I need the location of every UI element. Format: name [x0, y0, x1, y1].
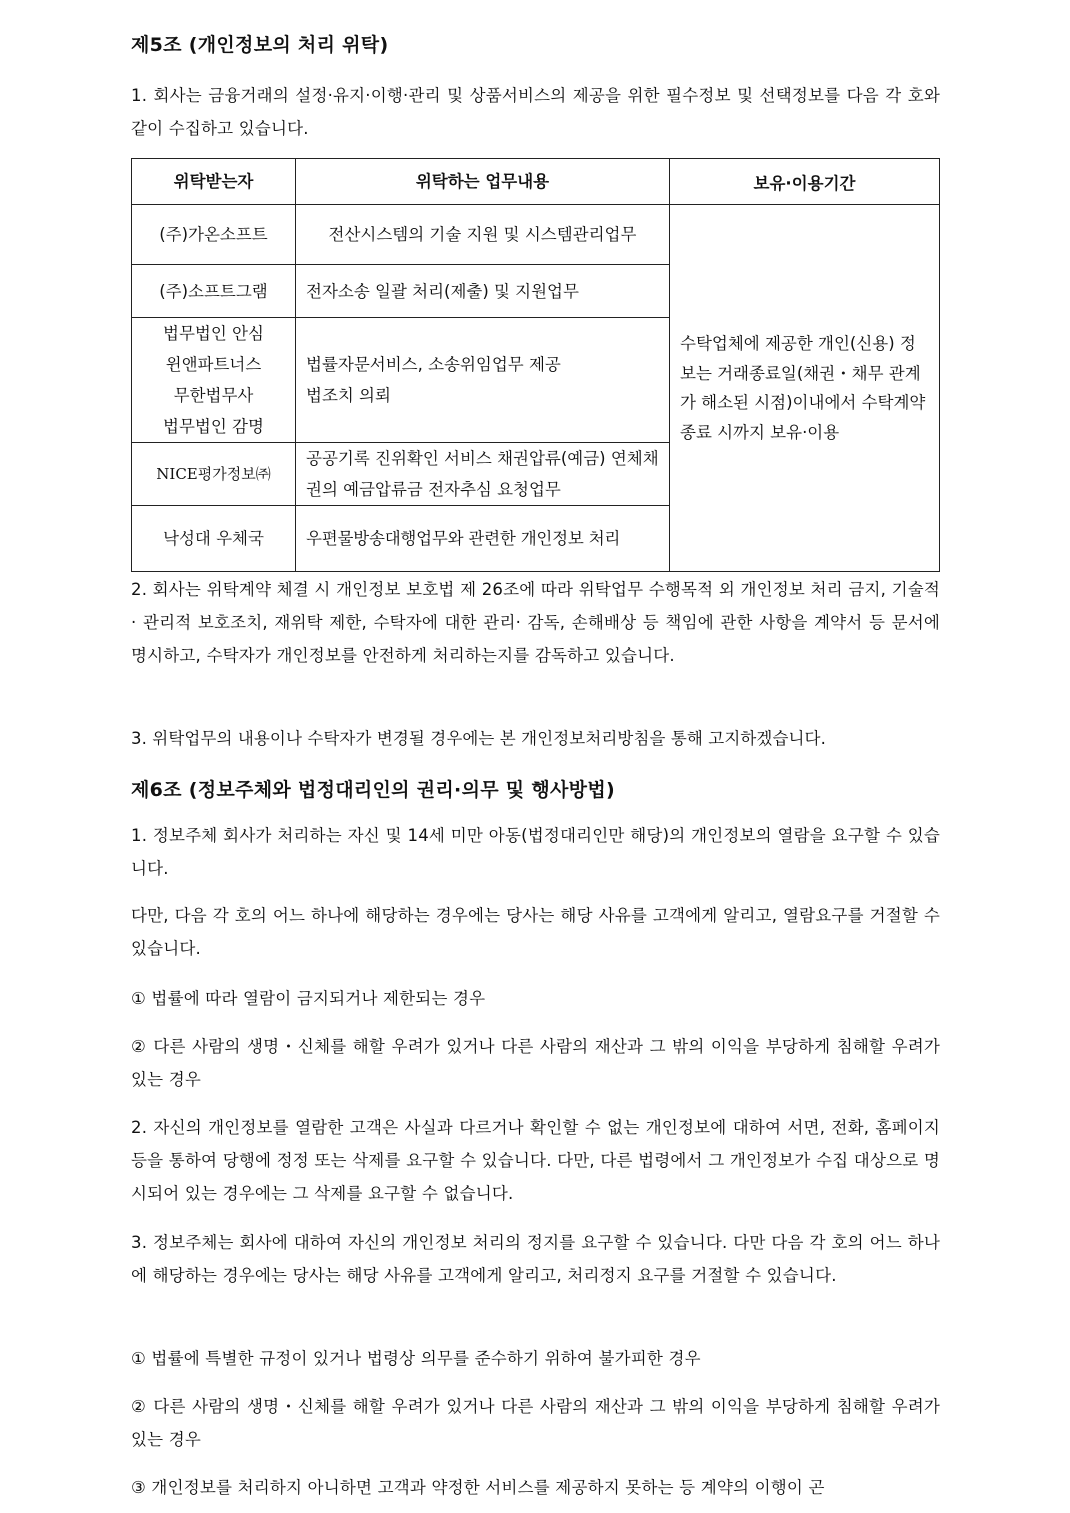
article6-item-3-2: ② 다른 사람의 생명・신체를 해할 우려가 있거나 다른 사람의 재산과 그 밖의 이익을 부당하게 침해할 우려가 있는 경우: [131, 1397, 940, 1449]
article6-paragraph-1: 1. 정보주체 회사가 처리하는 자신 및 14세 미만 아동(법정대리인만 해당)의 개인정보의 열람을 요구할 수 있습니다.: [131, 826, 940, 878]
article6-item-1-1: ① 법률에 따라 열람이 금지되거나 제한되는 경우: [131, 989, 486, 1008]
article6-paragraph-3: 3. 정보주체는 회사에 대하여 자신의 개인정보 처리의 정지를 요구할 수 있습니다. 다만 다음 각 호의 어느 하나에 해당하는 경우에는 당사는 해당 사유를 고객에게 알리고, 처리정지 요구를 거절할 수 있습니다.: [131, 1233, 940, 1285]
task-cell: 전자소송 일괄 처리(제출) 및 지원업무: [296, 265, 670, 318]
trustee-cell: 법무법인 안심 윈앤파트너스 무한법무사 법무법인 감명: [132, 318, 296, 443]
article6-paragraph-1b: 다만, 다음 각 호의 어느 하나에 해당하는 경우에는 당사는 해당 사유를 고객에게 알리고, 열람요구를 거절할 수 있습니다.: [131, 906, 940, 958]
table-header-row: [132, 159, 940, 205]
trustee-cell: NICE평가정보㈜: [132, 443, 296, 506]
consignment-table: [131, 158, 940, 572]
article6-item-3-3: ③ 개인정보를 처리하지 아니하면 고객과 약정한 서비스를 제공하지 못하는 등 계약의 이행이 곤: [131, 1478, 825, 1497]
trustee-cell: (주)가온소프트: [132, 205, 296, 265]
header-retention: 보유·이용기간: [670, 159, 940, 205]
article5-paragraph-2: 2. 회사는 위탁계약 체결 시 개인정보 보호법 제 26조에 따라 위탁업무 수행목적 외 개인정보 처리 금지, 기술적· 관리적 보호조치, 재위탁 제한, 수탁자에 대한 관리· 감독, 손해배상 등 책임에 관한 사항을 계약서 등 문서에 명시하고, 수탁자가 개인정보를 안전하게 처리하는지를 감독하고 있습니다.: [131, 580, 940, 665]
article6-heading: 제6조 (정보주체와 법정대리인의 권리·의무 및 행사방법): [131, 779, 615, 801]
article6-item-1-2: ② 다른 사람의 생명・신체를 해할 우려가 있거나 다른 사람의 재산과 그 밖의 이익을 부당하게 침해할 우려가 있는 경우: [131, 1037, 940, 1089]
article5-paragraph-1: 1. 회사는 금융거래의 설정·유지·이행·관리 및 상품서비스의 제공을 위한 필수정보 및 선택정보를 다음 각 호와 같이 수집하고 있습니다.: [131, 86, 940, 138]
article5-paragraph-3: 3. 위탁업무의 내용이나 수탁자가 변경될 경우에는 본 개인정보처리방침을 통해 고지하겠습니다.: [131, 729, 826, 748]
retention-cell: 수탁업체에 제공한 개인(신용) 정보는 거래종료일(채권・채무 관계가 해소된 시점)이내에서 수탁계약 종료 시까지 보유·이용: [670, 205, 940, 572]
task-cell: 우편물방송대행업무와 관련한 개인정보 처리: [296, 506, 670, 572]
header-task: 위탁하는 업무내용: [296, 159, 670, 205]
table-row: [132, 205, 940, 265]
task-cell: 전산시스템의 기술 지원 및 시스템관리업무: [296, 205, 670, 265]
task-cell: 법률자문서비스, 소송위임업무 제공 법조치 의뢰: [296, 318, 670, 443]
header-trustee: 위탁받는자: [132, 159, 296, 205]
article5-heading: 제5조 (개인정보의 처리 위탁): [131, 34, 389, 56]
trustee-cell: 낙성대 우체국: [132, 506, 296, 572]
trustee-cell: (주)소프트그램: [132, 265, 296, 318]
task-cell: 공공기록 진위확인 서비스 채권압류(예금) 연체채권의 예금압류금 전자추심 요청업무: [296, 443, 670, 506]
article6-item-3-1: ① 법률에 특별한 규정이 있거나 법령상 의무를 준수하기 위하여 불가피한 경우: [131, 1349, 701, 1368]
article6-paragraph-2: 2. 자신의 개인정보를 열람한 고객은 사실과 다르거나 확인할 수 없는 개인정보에 대하여 서면, 전화, 홈페이지 등을 통하여 당행에 정정 또는 삭제를 요구할 수 있습니다. 다만, 다른 법령에서 그 개인정보가 수집 대상으로 명시되어 있는 경우에는 그 삭제를 요구할 수 없습니다.: [131, 1118, 940, 1203]
